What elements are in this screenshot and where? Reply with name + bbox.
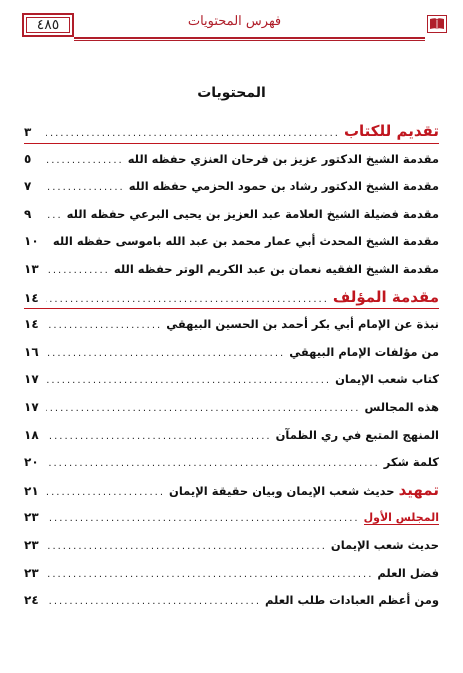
toc-entry-page: ١٧ (24, 399, 39, 414)
toc-entry-page: ٧ (24, 179, 32, 194)
toc-entry (24, 477, 439, 505)
dot-leader (46, 505, 360, 533)
toc-entry-label (333, 284, 439, 312)
toc-entry-text: المنهج المتبع في ري الظمآن (275, 427, 439, 442)
running-title: فهرس المحتويات (187, 14, 282, 29)
toc-entry-label (166, 311, 439, 339)
toc-title: المحتويات (197, 85, 266, 101)
toc-entry-label (384, 449, 439, 477)
toc-entry (24, 118, 439, 146)
toc-entry (24, 366, 439, 394)
toc-entry-label (129, 173, 439, 201)
toc-entry-text: مقدمة الشيخ الفقيه نعمان بن عبد الكريم الوتر حفظه الله (113, 261, 439, 276)
toc-entry-page: ٢٣ (24, 510, 39, 525)
dot-leader (46, 561, 373, 589)
toc-entry (24, 256, 439, 284)
toc-entry-text: فضل العلم (377, 565, 439, 580)
toc-entry-label (169, 477, 439, 506)
toc-entry (24, 504, 439, 532)
toc-entry-text: ومن أعظم العبادات طلب العلم (265, 593, 439, 608)
toc-entry-page: ٥ (24, 151, 32, 166)
toc-entry-page: ٣ (24, 125, 32, 139)
toc-entry-page: ٩ (24, 206, 32, 221)
toc-entry-text: كلمة شكر (383, 455, 439, 470)
toc-entry-label (377, 560, 439, 588)
toc-entry-label (344, 118, 439, 146)
toc-entry (24, 228, 439, 256)
toc-entry-text: حديث شعب الإيمان وبيان حقيقة الإيمان (169, 483, 395, 498)
dot-leader (46, 588, 261, 616)
dot-leader (46, 450, 380, 478)
toc-entry (24, 284, 439, 312)
toc-entry (24, 339, 439, 367)
toc-entry-label (114, 256, 439, 284)
toc-entry-text: من مؤلفات الإمام البيهقي (289, 344, 439, 359)
toc-entry-page: ٢١ (24, 483, 39, 498)
toc-entry-text: مقدمة فضيلة الشيخ العلامة عبد العزيز بن يحيى البرعي حفظه الله (66, 206, 439, 221)
dot-leader (46, 202, 63, 230)
dot-leader (46, 120, 340, 148)
toc-entry-page: ٢٠ (24, 455, 39, 470)
dot-leader (46, 367, 331, 395)
toc-entry-page: ١٧ (24, 372, 39, 387)
toc-entry-text: هذه المجالس (364, 399, 439, 414)
toc-entry-page: ١٤ (24, 290, 39, 305)
toc-entry (24, 422, 439, 450)
toc-entry-text: مقدمة الشيخ المحدث أبي عمار محمد بن عبد الله باموسى حفظه الله (52, 234, 439, 249)
toc-list (24, 118, 439, 615)
toc-entry-text: نبذة عن الإمام أبي بكر أحمد بن الحسين البيهقي (166, 317, 439, 332)
toc-entry-label (364, 394, 439, 422)
page-number: ٤٨٥ (36, 17, 60, 33)
header-rule-thin (74, 40, 425, 41)
toc-entry-page: ١٠ (24, 234, 39, 249)
dot-leader (46, 395, 360, 423)
toc-entry-text: مقدمة الشيخ الدكتور عزيز بن فرحان العنزي حفظه الله (127, 151, 439, 166)
toc-entry-text: تقديم للكتاب (343, 122, 439, 140)
toc-entry-text: كتاب شعب الإيمان (335, 372, 439, 387)
toc-entry-text: مقدمة المؤلف (332, 287, 439, 306)
page-header (22, 13, 447, 41)
toc-entry (24, 449, 439, 477)
toc-entry-page: ١٦ (24, 344, 39, 359)
toc-entry-label (265, 587, 439, 615)
header-rule (74, 37, 425, 39)
dot-leader (46, 147, 124, 175)
toc-entry-text: مقدمة الشيخ الدكتور رشاد بن حمود الحزمي حفظه الله (128, 179, 439, 194)
toc-entry-page: ٢٤ (24, 593, 39, 608)
toc-entry (24, 394, 439, 422)
toc-entry-page: ١٨ (24, 427, 39, 442)
toc-entry-page: ١٤ (24, 317, 39, 332)
toc-entry-label (53, 228, 439, 256)
toc-entry-text: المجلس الأول (363, 511, 439, 525)
toc-entry (24, 560, 439, 588)
toc-entry (24, 532, 439, 560)
toc-entry (24, 201, 439, 229)
toc-entry-label (335, 366, 439, 394)
toc-entry-label (67, 201, 439, 229)
dot-leader (46, 229, 49, 257)
dot-leader (46, 174, 125, 202)
toc-entry-page: ٢٣ (24, 565, 39, 580)
toc-entry (24, 311, 439, 339)
toc-entry-label (331, 532, 439, 560)
dot-leader (46, 533, 327, 561)
toc-entry-label (128, 146, 439, 174)
dot-leader (46, 479, 165, 507)
dot-leader (46, 312, 162, 340)
book-icon (427, 15, 447, 33)
toc-entry-keyword: تمهيد (398, 480, 439, 499)
toc-entry-label (276, 422, 439, 450)
toc-entry-page: ٢٣ (24, 537, 39, 552)
toc-entry (24, 173, 439, 201)
dot-leader (46, 257, 110, 285)
toc-entry-label (289, 339, 439, 367)
dot-leader (46, 423, 272, 451)
toc-entry-label (364, 504, 439, 532)
dot-leader (46, 286, 329, 314)
toc-entry (24, 146, 439, 174)
toc-entry-page: ١٣ (24, 261, 39, 276)
toc-entry (24, 587, 439, 615)
toc-entry-text: حديث شعب الإيمان (330, 537, 439, 552)
dot-leader (46, 340, 285, 368)
